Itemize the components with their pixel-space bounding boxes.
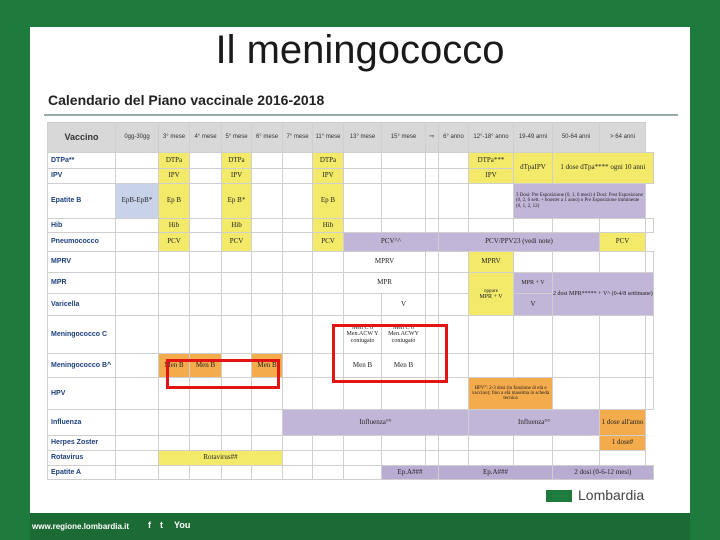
vaccine-name: Meningococco C xyxy=(48,316,116,354)
twitter-icon[interactable]: t xyxy=(160,520,163,530)
table-row xyxy=(48,466,654,480)
highlight-box-menB xyxy=(166,359,280,389)
dose-cell: PCV/PPV23 (vedi note) xyxy=(439,233,600,252)
dose-cell: Ep.A### xyxy=(439,466,553,480)
header-age: 7° mese xyxy=(283,123,313,153)
facebook-icon[interactable]: f xyxy=(148,520,151,530)
vaccine-name: Influenza xyxy=(48,410,116,436)
vaccine-name: Meningococco B^ xyxy=(48,354,116,378)
dose-cell: Ep B xyxy=(159,184,190,219)
dose-cell: Ep B* xyxy=(222,184,252,219)
dose-cell: Influenza°° xyxy=(469,410,600,436)
empty-cell xyxy=(514,316,553,354)
dose-cell: DTPa xyxy=(313,153,344,169)
header-age: 6° anno xyxy=(439,123,469,153)
dose-cell: PCV xyxy=(600,233,646,252)
table-row xyxy=(48,436,654,451)
header-row xyxy=(48,123,654,153)
vaccine-name: Herpes Zoster xyxy=(48,436,116,451)
footer-url[interactable]: www.regione.lombardia.it xyxy=(32,522,130,531)
dose-cell: DTPa*** xyxy=(469,153,514,169)
dose-cell: PCV xyxy=(313,233,344,252)
lombardia-logo-icon xyxy=(546,490,572,502)
table-row xyxy=(48,410,654,436)
arrow-icon: ⇨ xyxy=(426,123,439,153)
header-age: > 64 anni xyxy=(600,123,646,153)
dose-note: HPV°: 2-3 dosi (in funzione di età e vaccino); fino a età massima in scheda tecnica xyxy=(469,378,553,410)
dose-cell: 2 dosi MPR***** + V^ (0-4/8 settimane) xyxy=(553,273,654,316)
table-row xyxy=(48,153,654,169)
dose-label: MPR + V xyxy=(479,294,503,300)
vaccine-name: MPR xyxy=(48,273,116,294)
dose-cell: 2 dosi (0-6-12 mesi) xyxy=(553,466,654,480)
dose-cell: MPR xyxy=(344,273,426,294)
dose-cell: Men B xyxy=(344,354,382,378)
header-age: 12°-18° anno xyxy=(469,123,514,153)
table-row xyxy=(48,184,654,219)
dose-cell: IPV xyxy=(469,169,514,184)
dose-cell: Hib xyxy=(313,219,344,233)
table-row xyxy=(48,219,654,233)
vaccine-name: Epatite B xyxy=(48,184,116,219)
vaccine-name: Hib xyxy=(48,219,116,233)
table-row xyxy=(48,252,654,273)
dose-note: 3 Dosi: Pre Esposizione (0, 1, 6 mesi) 4 Dosi: Post Esposizione (0, 2, 6 sett. + booster a 1 anno) o Pre Esposizione imminente (0, 1, 2, 12) xyxy=(514,184,646,219)
dose-cell: Influenza°° xyxy=(283,410,469,436)
dose-cell: Men B xyxy=(190,354,222,378)
dose-cell: Men C o Men.ACW Y coniugato xyxy=(344,316,382,354)
youtube-icon[interactable]: You xyxy=(174,520,191,530)
table-row xyxy=(48,273,654,294)
dose-cell: Men B xyxy=(382,354,426,378)
dose-cell: PCV xyxy=(159,233,190,252)
header-age: 13° mese xyxy=(344,123,382,153)
slide-title: Il meningococco xyxy=(215,28,505,72)
vaccine-name: Epatite A xyxy=(48,466,116,480)
dose-cell: MPRV xyxy=(344,252,426,273)
vaccine-name: HPV xyxy=(48,378,116,410)
dose-cell: DTPa xyxy=(222,153,252,169)
dose-cell: DTPa xyxy=(159,153,190,169)
header-age: 3° mese xyxy=(159,123,190,153)
vaccine-name: IPV xyxy=(48,169,116,184)
header-age: 0gg-30gg xyxy=(116,123,159,153)
vaccine-name: DTPa** xyxy=(48,153,116,169)
header-age: 50-64 anni xyxy=(553,123,600,153)
dose-cell: PCV xyxy=(222,233,252,252)
vaccine-name: Varicella xyxy=(48,294,116,316)
dose-cell: Ep B xyxy=(313,184,344,219)
dose-cell: Ep.A### xyxy=(382,466,439,480)
dose-cell: MPRV xyxy=(469,252,514,273)
dose-cell: IPV xyxy=(313,169,344,184)
dose-cell: 1 dose# xyxy=(600,436,646,451)
header-vaccino: Vaccino xyxy=(48,123,116,153)
dose-cell: Men C o Men.ACWY coniugato xyxy=(382,316,426,354)
oppure-label: oppure xyxy=(484,288,498,294)
dose-cell: PCV^^ xyxy=(344,233,439,252)
dose-cell: IPV xyxy=(222,169,252,184)
dose-cell: MPR + V xyxy=(514,273,553,294)
dose-cell xyxy=(469,273,514,316)
vaccine-name: Rotavirus xyxy=(48,451,116,466)
vaccination-calendar-table xyxy=(47,122,654,480)
header-age: 6° mese xyxy=(252,123,283,153)
dose-cell: Rotavirus## xyxy=(159,451,283,466)
highlight-box-menC xyxy=(332,324,448,383)
header-age: 5° mese xyxy=(222,123,252,153)
dose-cell: V xyxy=(382,294,426,316)
dose-cell: IPV xyxy=(159,169,190,184)
lombardia-logo-text: Lombardia xyxy=(578,487,645,503)
dose-cell: Men B xyxy=(252,354,283,378)
header-age: 4° mese xyxy=(190,123,222,153)
calendar-subtitle: Calendario del Piano vaccinale 2016-2018 xyxy=(48,92,325,108)
dose-cell: Hib xyxy=(222,219,252,233)
header-age: 19-49 anni xyxy=(514,123,553,153)
dose-cell: Hib xyxy=(159,219,190,233)
dose-cell: 1 dose dTpa**** ogni 10 anni xyxy=(553,153,654,184)
dose-cell: EpB-EpB* xyxy=(116,184,159,219)
dose-cell: Men B xyxy=(159,354,190,378)
vaccine-name: MPRV xyxy=(48,252,116,273)
table-row xyxy=(48,233,654,252)
header-age: 15° mese xyxy=(382,123,426,153)
separator-line xyxy=(44,114,678,116)
header-age: 11° mese xyxy=(313,123,344,153)
vaccine-name: Pneumococco xyxy=(48,233,116,252)
dose-cell: 1 dose all'anno xyxy=(600,410,646,436)
table-row xyxy=(48,451,654,466)
dose-cell: dTpaIPV xyxy=(514,153,553,184)
dose-cell: V xyxy=(514,294,553,316)
